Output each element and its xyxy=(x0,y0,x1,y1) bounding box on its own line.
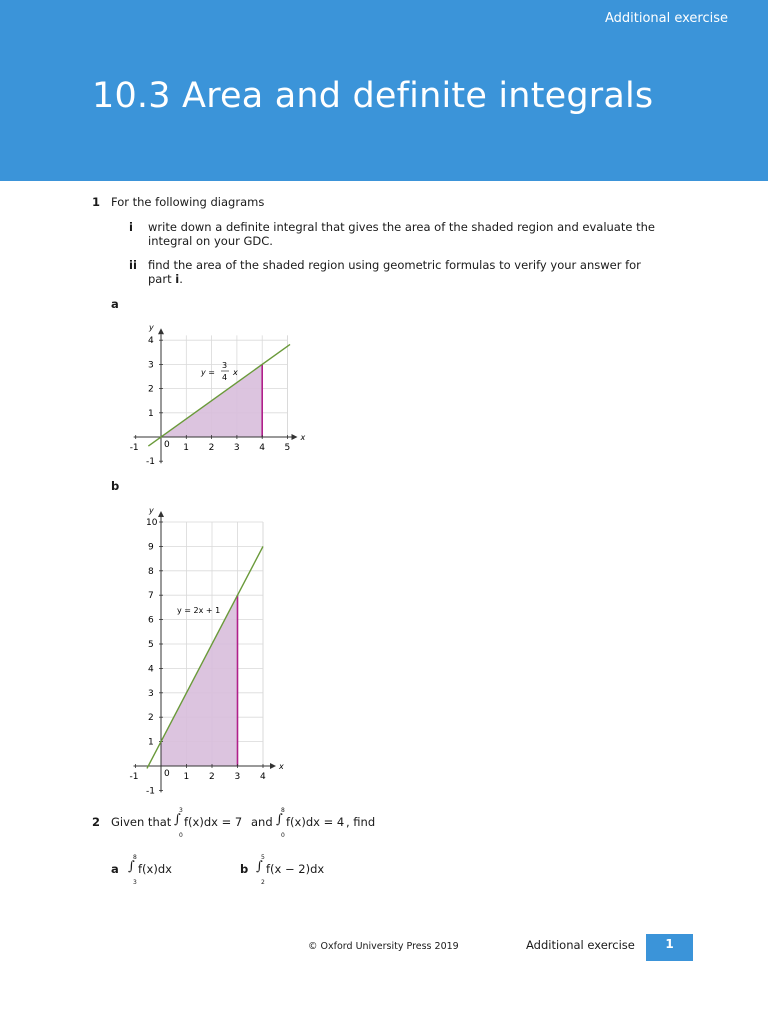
y-tick-label: 4 xyxy=(148,664,154,675)
q2-a-body: f(x)dx xyxy=(138,862,172,876)
graph-a xyxy=(120,318,320,468)
y-tick-label: 2 xyxy=(148,384,154,395)
y-tick-label: 10 xyxy=(146,518,158,528)
y-tick-label: 7 xyxy=(148,591,154,602)
q1-a-label: a xyxy=(111,297,119,311)
y-tick-label: 9 xyxy=(148,542,154,553)
y-tick-label: 8 xyxy=(148,566,154,577)
x-axis-arrow-icon xyxy=(270,763,276,769)
y-tick-label: 6 xyxy=(148,615,154,626)
q1-intro: For the following diagrams xyxy=(111,195,265,209)
x-tick-label: 2 xyxy=(208,443,215,453)
q2-int2-body: f(x)dx = 4 xyxy=(286,815,345,829)
q1-part-ii-prefix: part xyxy=(148,272,172,286)
q2-find: , find xyxy=(346,815,376,829)
footer-tag: Additional exercise xyxy=(526,938,635,952)
equation-numerator: 3 xyxy=(222,361,228,370)
integral-sign-icon: ∫ xyxy=(174,812,181,827)
q2-b-label: b xyxy=(240,862,249,876)
q1-b-label: b xyxy=(111,479,120,493)
origin-label: 0 xyxy=(164,440,170,450)
x-axis-label: x xyxy=(300,433,306,442)
q2-and: and xyxy=(251,815,273,829)
q2-int1-upper: 3 xyxy=(179,807,183,814)
y-tick-label: 2 xyxy=(148,713,154,724)
header-banner xyxy=(0,0,768,181)
equation-prefix: y = xyxy=(201,368,215,377)
q2-int2-lower: 0 xyxy=(281,832,285,839)
y-tick-label: 1 xyxy=(148,737,154,748)
page-title: 10.3 Area and definite integrals xyxy=(92,76,654,116)
y-axis-label: y xyxy=(149,323,154,333)
footer-copyright: © Oxford University Press 2019 xyxy=(308,941,459,952)
shaded-region xyxy=(161,595,238,766)
q1-part-ii-suffix: . xyxy=(179,272,183,286)
q2-number: 2 xyxy=(92,815,101,829)
y-axis-arrow-icon xyxy=(158,328,164,334)
q1-part-ii-bold: i xyxy=(175,272,180,286)
y-axis-arrow-icon xyxy=(158,511,164,517)
q1-part-ii-line2 xyxy=(148,272,183,287)
q2-int2-upper: 8 xyxy=(281,807,285,814)
y-tick-label: 3 xyxy=(148,360,154,371)
y-tick-label: 1 xyxy=(148,408,154,419)
y-tick-label: 3 xyxy=(148,688,154,699)
q2-int1-lower: 0 xyxy=(179,832,183,839)
x-tick-label: 4 xyxy=(260,772,266,782)
y-tick-label: 5 xyxy=(148,640,154,650)
q2-given: Given that xyxy=(111,815,172,829)
x-axis-arrow-icon xyxy=(292,434,298,440)
q2-b-upper: 5 xyxy=(261,854,265,861)
q2-b-body: f(x − 2)dx xyxy=(266,862,325,876)
x-tick-label: -1 xyxy=(129,772,139,782)
y-tick-label: -1 xyxy=(146,457,155,468)
equation-label: y = 2x + 1 xyxy=(177,606,221,615)
integral-sign-icon: ∫ xyxy=(276,812,283,827)
q2-a-lower: 3 xyxy=(133,879,137,886)
q1-part-ii-label: ii xyxy=(129,258,137,272)
x-tick-label: 1 xyxy=(183,443,190,453)
x-tick-label: 4 xyxy=(259,443,265,453)
graph-b xyxy=(120,500,300,800)
q1-part-i-label: i xyxy=(129,220,133,234)
x-tick-label: -1 xyxy=(129,443,139,453)
y-tick-label: 4 xyxy=(148,336,154,347)
x-tick-label: 3 xyxy=(234,772,241,782)
equation-denominator: 4 xyxy=(222,373,228,382)
q2-a-upper: 8 xyxy=(133,854,137,861)
q1-part-i-line1: write down a definite integral that gives the area of the shaded region and evaluate the xyxy=(148,220,655,234)
q1-part-i-line2: integral on your GDC. xyxy=(148,234,273,248)
integral-sign-icon: ∫ xyxy=(128,859,135,874)
x-tick-label: 3 xyxy=(233,443,240,453)
y-tick-label: -1 xyxy=(146,786,155,797)
y-axis-label: y xyxy=(149,506,154,515)
x-tick-label: 1 xyxy=(183,772,190,782)
q1-part-ii-line1: find the area of the shaded region using geometric formulas to verify your answer for xyxy=(148,258,641,272)
q1-number: 1 xyxy=(92,195,101,209)
x-tick-label: 5 xyxy=(284,443,291,453)
equation-variable: x xyxy=(233,368,238,377)
header-tag: Additional exercise xyxy=(604,11,728,26)
integral-sign-icon: ∫ xyxy=(256,859,263,874)
x-tick-label: 2 xyxy=(209,772,215,782)
x-axis-label: x xyxy=(279,762,284,771)
page-number: 1 xyxy=(646,934,693,961)
q2-a-label: a xyxy=(111,862,119,876)
q2-b-lower: 2 xyxy=(261,879,265,886)
origin-label: 0 xyxy=(164,769,170,779)
q2-int1-body: f(x)dx = 7 xyxy=(184,815,243,829)
